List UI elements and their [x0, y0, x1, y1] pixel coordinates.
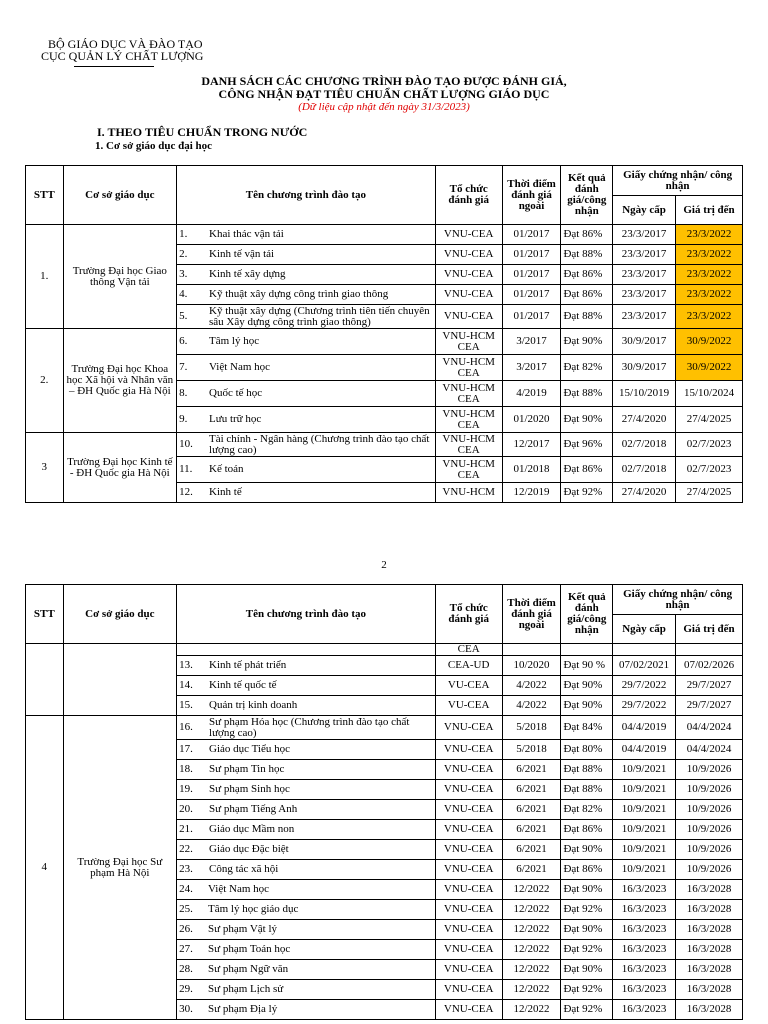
valid-until-cell: 16/3/2028 — [676, 900, 743, 920]
program-name: Quản trị kinh doanh — [207, 696, 435, 716]
table-row — [26, 225, 743, 245]
institution-cell: Trường Đại học Khoa học Xã hội và Nhân văn – ĐH Quốc gia Hà Nội — [63, 329, 177, 433]
eval-time-cell: 12/2017 — [502, 433, 561, 457]
org-cell: VNU-HCM CEA — [435, 329, 502, 355]
institution-cell: Trường Đại học Kinh tế - ĐH Quốc gia Hà Nội — [63, 433, 177, 503]
program-name: Sư phạm Vật lý — [207, 920, 435, 940]
program-name: Sư phạm Tiếng Anh — [207, 800, 435, 820]
valid-until-cell — [676, 644, 743, 656]
result-cell: Đạt 84% — [561, 716, 613, 740]
valid-until-cell: 23/3/2022 — [676, 285, 743, 305]
program-name: Sư phạm Tin học — [207, 760, 435, 780]
row-number: 9. — [177, 407, 207, 433]
row-number: 24. — [177, 880, 207, 900]
row-number: 21. — [177, 820, 207, 840]
valid-until-cell: 29/7/2027 — [676, 696, 743, 716]
org-cell: CEA — [435, 644, 502, 656]
update-note: (Dữ liệu cập nhật đến ngày 31/3/2023) — [298, 101, 470, 113]
eval-time-cell: 6/2021 — [502, 860, 561, 880]
result-cell: Đạt 88% — [561, 780, 613, 800]
valid-until-cell: 29/7/2027 — [676, 676, 743, 696]
page-number: 2 — [381, 559, 387, 571]
col-header-institution: Cơ sở giáo dục — [63, 585, 177, 644]
stt-cell: 2. — [26, 329, 64, 433]
valid-until-cell: 23/3/2022 — [676, 305, 743, 329]
org-cell: VNU-HCM CEA — [435, 355, 502, 381]
programs-table-page2 — [25, 584, 743, 1020]
eval-time-cell: 12/2022 — [502, 900, 561, 920]
program-name: Kỹ thuật xây dựng công trình giao thông — [207, 285, 435, 305]
row-number: 7. — [177, 355, 207, 381]
org-cell: VNU-CEA — [435, 840, 502, 860]
valid-until-cell: 23/3/2022 — [676, 225, 743, 245]
row-number: 30. — [177, 1000, 207, 1020]
department-name: CỤC QUẢN LÝ CHẤT LƯỢNG — [41, 49, 204, 63]
org-cell: VNU-CEA — [435, 920, 502, 940]
issue-date-cell: 02/7/2018 — [613, 433, 676, 457]
org-cell: VNU-CEA — [435, 305, 502, 329]
issue-date-cell: 16/3/2023 — [613, 920, 676, 940]
stt-cell — [26, 644, 64, 716]
org-cell: VNU-CEA — [435, 900, 502, 920]
issue-date-cell: 23/3/2017 — [613, 225, 676, 245]
row-number: 2. — [177, 245, 207, 265]
valid-until-cell: 16/3/2028 — [676, 960, 743, 980]
program-name: Tâm lý học — [207, 329, 435, 355]
valid-until-cell: 10/9/2026 — [676, 860, 743, 880]
row-number: 16. — [177, 716, 207, 740]
valid-until-cell: 10/9/2026 — [676, 840, 743, 860]
eval-time-cell: 01/2017 — [502, 285, 561, 305]
org-cell: VNU-HCM CEA — [435, 457, 502, 483]
issue-date-cell: 23/3/2017 — [613, 285, 676, 305]
eval-time-cell: 01/2017 — [502, 245, 561, 265]
row-number: 22. — [177, 840, 207, 860]
issue-date-cell: 23/3/2017 — [613, 245, 676, 265]
table-row — [26, 329, 743, 355]
row-number: 17. — [177, 740, 207, 760]
valid-until-cell: 27/4/2025 — [676, 483, 743, 503]
result-cell: Đạt 92% — [561, 900, 613, 920]
result-cell: Đạt 88% — [561, 245, 613, 265]
col-header-result: Kết quả đánh giá/công nhận — [561, 585, 613, 644]
org-cell: VNU-HCM CEA — [435, 407, 502, 433]
valid-until-cell: 02/7/2023 — [676, 433, 743, 457]
valid-until-cell: 15/10/2024 — [676, 381, 743, 407]
valid-until-cell: 04/4/2024 — [676, 716, 743, 740]
stt-cell: 4 — [26, 716, 64, 1020]
row-number: 15. — [177, 696, 207, 716]
issue-date-cell — [613, 644, 676, 656]
institution-cell — [63, 644, 177, 716]
stt-cell: 1. — [26, 225, 64, 329]
eval-time-cell: 01/2017 — [502, 265, 561, 285]
row-number: 25. — [177, 900, 207, 920]
valid-until-cell: 30/9/2022 — [676, 355, 743, 381]
eval-time-cell: 01/2017 — [502, 225, 561, 245]
result-cell: Đạt 90% — [561, 840, 613, 860]
col-header-cert: Giấy chứng nhận/ công nhận — [613, 585, 743, 615]
result-cell: Đạt 88% — [561, 305, 613, 329]
row-number: 6. — [177, 329, 207, 355]
eval-time-cell — [502, 644, 561, 656]
result-cell: Đạt 82% — [561, 800, 613, 820]
eval-time-cell: 6/2021 — [502, 760, 561, 780]
issue-date-cell: 10/9/2021 — [613, 840, 676, 860]
program-name: Sư phạm Sinh học — [207, 780, 435, 800]
ministry-name: BỘ GIÁO DỤC VÀ ĐÀO TẠO — [48, 37, 203, 51]
result-cell: Đạt 90 % — [561, 656, 613, 676]
eval-time-cell: 4/2019 — [502, 381, 561, 407]
org-cell: VU-CEA — [435, 696, 502, 716]
result-cell — [561, 644, 613, 656]
program-name: Tâm lý học giáo dục — [207, 900, 435, 920]
valid-until-cell: 16/3/2028 — [676, 1000, 743, 1020]
table-row — [26, 433, 743, 457]
program-name: Giáo dục Đặc biệt — [207, 840, 435, 860]
col-header-valid-until: Giá trị đến — [676, 196, 743, 225]
eval-time-cell: 12/2022 — [502, 1000, 561, 1020]
table-row — [26, 716, 743, 740]
org-cell: VNU-CEA — [435, 880, 502, 900]
eval-time-cell: 4/2022 — [502, 676, 561, 696]
program-name: Giáo dục Mầm non — [207, 820, 435, 840]
program-name: Kinh tế — [207, 483, 435, 503]
valid-until-cell: 16/3/2028 — [676, 980, 743, 1000]
result-cell: Đạt 92% — [561, 483, 613, 503]
stt-cell: 3 — [26, 433, 64, 503]
program-name: Sư phạm Địa lý — [207, 1000, 435, 1020]
valid-until-cell: 16/3/2028 — [676, 880, 743, 900]
valid-until-cell: 16/3/2028 — [676, 920, 743, 940]
issue-date-cell: 10/9/2021 — [613, 800, 676, 820]
org-cell: VNU-CEA — [435, 960, 502, 980]
col-header-valid-until: Giá trị đến — [676, 615, 743, 644]
result-cell: Đạt 86% — [561, 225, 613, 245]
row-number: 10. — [177, 433, 207, 457]
row-number: 3. — [177, 265, 207, 285]
result-cell: Đạt 86% — [561, 860, 613, 880]
result-cell: Đạt 90% — [561, 920, 613, 940]
valid-until-cell: 10/9/2026 — [676, 780, 743, 800]
result-cell: Đạt 90% — [561, 960, 613, 980]
row-number: 11. — [177, 457, 207, 483]
row-number: 5. — [177, 305, 207, 329]
org-cell: VU-CEA — [435, 676, 502, 696]
row-number — [177, 644, 207, 656]
result-cell: Đạt 90% — [561, 407, 613, 433]
row-number: 26. — [177, 920, 207, 940]
col-header-cert: Giấy chứng nhận/ công nhận — [613, 166, 743, 196]
result-cell: Đạt 92% — [561, 940, 613, 960]
eval-time-cell: 6/2021 — [502, 800, 561, 820]
eval-time-cell: 12/2022 — [502, 920, 561, 940]
col-header-institution: Cơ sở giáo dục — [63, 166, 177, 225]
issue-date-cell: 30/9/2017 — [613, 355, 676, 381]
issue-date-cell: 16/3/2023 — [613, 880, 676, 900]
valid-until-cell: 23/3/2022 — [676, 245, 743, 265]
eval-time-cell: 12/2019 — [502, 483, 561, 503]
program-name: Kế toán — [207, 457, 435, 483]
program-name: Kinh tế phát triển — [207, 656, 435, 676]
issue-date-cell: 07/02/2021 — [613, 656, 676, 676]
row-number: 23. — [177, 860, 207, 880]
eval-time-cell: 6/2021 — [502, 780, 561, 800]
program-name: Công tác xã hội — [207, 860, 435, 880]
result-cell: Đạt 88% — [561, 760, 613, 780]
document-title-line1: DANH SÁCH CÁC CHƯƠNG TRÌNH ĐÀO TẠO ĐƯỢC ĐÁNH GIÁ, — [201, 74, 567, 88]
row-number: 29. — [177, 980, 207, 1000]
org-cell: VNU-CEA — [435, 245, 502, 265]
eval-time-cell: 01/2017 — [502, 305, 561, 329]
institution-cell: Trường Đại học Sư phạm Hà Nội — [63, 716, 177, 1020]
program-name: Sư phạm Hóa học (Chương trình đào tạo chất lượng cao) — [207, 716, 435, 740]
col-header-org: Tổ chức đánh giá — [435, 166, 502, 225]
result-cell: Đạt 88% — [561, 381, 613, 407]
row-number: 18. — [177, 760, 207, 780]
issue-date-cell: 29/7/2022 — [613, 676, 676, 696]
eval-time-cell: 4/2022 — [502, 696, 561, 716]
issue-date-cell: 16/3/2023 — [613, 900, 676, 920]
org-cell: VNU-CEA — [435, 760, 502, 780]
eval-time-cell: 12/2022 — [502, 960, 561, 980]
issue-date-cell: 27/4/2020 — [613, 407, 676, 433]
col-header-stt: STT — [26, 585, 64, 644]
program-name: Khai thác vận tải — [207, 225, 435, 245]
eval-time-cell: 10/2020 — [502, 656, 561, 676]
issue-date-cell: 04/4/2019 — [613, 740, 676, 760]
row-number: 4. — [177, 285, 207, 305]
valid-until-cell: 23/3/2022 — [676, 265, 743, 285]
program-name: Kinh tế xây dựng — [207, 265, 435, 285]
org-cell: VNU-CEA — [435, 740, 502, 760]
result-cell: Đạt 90% — [561, 329, 613, 355]
result-cell: Đạt 90% — [561, 696, 613, 716]
valid-until-cell: 30/9/2022 — [676, 329, 743, 355]
row-number: 28. — [177, 960, 207, 980]
program-name: Kỹ thuật xây dựng (Chương trình tiên tiến chuyên sâu Xây dựng công trình giao thông) — [207, 305, 435, 329]
result-cell: Đạt 92% — [561, 1000, 613, 1020]
row-number: 8. — [177, 381, 207, 407]
org-cell: VNU-CEA — [435, 980, 502, 1000]
row-number: 27. — [177, 940, 207, 960]
org-cell: VNU-HCM — [435, 483, 502, 503]
issue-date-cell: 10/9/2021 — [613, 820, 676, 840]
eval-time-cell: 3/2017 — [502, 355, 561, 381]
issue-date-cell: 15/10/2019 — [613, 381, 676, 407]
result-cell: Đạt 82% — [561, 355, 613, 381]
org-cell: VNU-CEA — [435, 1000, 502, 1020]
row-number: 14. — [177, 676, 207, 696]
program-name — [207, 644, 435, 656]
result-cell: Đạt 96% — [561, 433, 613, 457]
eval-time-cell: 12/2022 — [502, 880, 561, 900]
document-title-line2: CÔNG NHẬN ĐẠT TIÊU CHUẨN CHẤT LƯỢNG GIÁO DỤC — [218, 87, 550, 101]
result-cell: Đạt 86% — [561, 457, 613, 483]
program-name: Sư phạm Lịch sử — [207, 980, 435, 1000]
department-underline — [74, 66, 154, 67]
valid-until-cell: 10/9/2026 — [676, 800, 743, 820]
valid-until-cell: 04/4/2024 — [676, 740, 743, 760]
eval-time-cell: 3/2017 — [502, 329, 561, 355]
issue-date-cell: 10/9/2021 — [613, 860, 676, 880]
program-name: Lưu trữ học — [207, 407, 435, 433]
org-cell: CEA-UD — [435, 656, 502, 676]
col-header-issue-date: Ngày cấp — [613, 196, 676, 225]
result-cell: Đạt 92% — [561, 980, 613, 1000]
eval-time-cell: 6/2021 — [502, 840, 561, 860]
valid-until-cell: 10/9/2026 — [676, 820, 743, 840]
issue-date-cell: 10/9/2021 — [613, 760, 676, 780]
org-cell: VNU-CEA — [435, 860, 502, 880]
col-header-eval-time: Thời điểm đánh giá ngoài — [502, 585, 561, 644]
program-name: Việt Nam học — [207, 355, 435, 381]
col-header-org: Tổ chức đánh giá — [435, 585, 502, 644]
org-cell: VNU-HCM CEA — [435, 381, 502, 407]
eval-time-cell: 6/2021 — [502, 820, 561, 840]
valid-until-cell: 27/4/2025 — [676, 407, 743, 433]
program-name: Quốc tế học — [207, 381, 435, 407]
issue-date-cell: 23/3/2017 — [613, 305, 676, 329]
eval-time-cell: 01/2020 — [502, 407, 561, 433]
eval-time-cell: 5/2018 — [502, 740, 561, 760]
col-header-eval-time: Thời điểm đánh giá ngoài — [502, 166, 561, 225]
org-cell: VNU-CEA — [435, 780, 502, 800]
row-number: 1. — [177, 225, 207, 245]
program-name: Sư phạm Ngữ văn — [207, 960, 435, 980]
issue-date-cell: 16/3/2023 — [613, 980, 676, 1000]
issue-date-cell: 16/3/2023 — [613, 940, 676, 960]
valid-until-cell: 07/02/2026 — [676, 656, 743, 676]
org-cell: VNU-CEA — [435, 940, 502, 960]
org-cell: VNU-HCM CEA — [435, 433, 502, 457]
col-header-program: Tên chương trình đào tạo — [177, 166, 436, 225]
org-cell: VNU-CEA — [435, 285, 502, 305]
program-name: Kinh tế quốc tế — [207, 676, 435, 696]
valid-until-cell: 16/3/2028 — [676, 940, 743, 960]
program-name: Sư phạm Toán học — [207, 940, 435, 960]
valid-until-cell: 10/9/2026 — [676, 760, 743, 780]
program-name: Kinh tế vận tải — [207, 245, 435, 265]
issue-date-cell: 02/7/2018 — [613, 457, 676, 483]
row-number: 19. — [177, 780, 207, 800]
eval-time-cell: 12/2022 — [502, 980, 561, 1000]
col-header-result: Kết quả đánh giá/công nhận — [561, 166, 613, 225]
col-header-issue-date: Ngày cấp — [613, 615, 676, 644]
result-cell: Đạt 90% — [561, 676, 613, 696]
valid-until-cell: 02/7/2023 — [676, 457, 743, 483]
issue-date-cell: 10/9/2021 — [613, 780, 676, 800]
result-cell: Đạt 90% — [561, 880, 613, 900]
issue-date-cell: 23/3/2017 — [613, 265, 676, 285]
col-header-stt: STT — [26, 166, 64, 225]
eval-time-cell: 01/2018 — [502, 457, 561, 483]
result-cell: Đạt 86% — [561, 265, 613, 285]
program-name: Giáo dục Tiểu học — [207, 740, 435, 760]
issue-date-cell: 16/3/2023 — [613, 1000, 676, 1020]
col-header-program: Tên chương trình đào tạo — [177, 585, 436, 644]
subsection-heading: 1. Cơ sở giáo dục đại học — [95, 140, 213, 152]
institution-cell: Trường Đại học Giao thông Vận tải — [63, 225, 177, 329]
issue-date-cell: 29/7/2022 — [613, 696, 676, 716]
row-number: 13. — [177, 656, 207, 676]
issue-date-cell: 04/4/2019 — [613, 716, 676, 740]
org-cell: VNU-CEA — [435, 800, 502, 820]
org-cell: VNU-CEA — [435, 820, 502, 840]
org-cell: VNU-CEA — [435, 716, 502, 740]
result-cell: Đạt 86% — [561, 820, 613, 840]
issue-date-cell: 27/4/2020 — [613, 483, 676, 503]
issue-date-cell: 16/3/2023 — [613, 960, 676, 980]
org-cell: VNU-CEA — [435, 265, 502, 285]
programs-table-page1 — [25, 165, 743, 503]
result-cell: Đạt 86% — [561, 285, 613, 305]
section-heading: I. THEO TIÊU CHUẨN TRONG NƯỚC — [97, 125, 308, 139]
row-number: 12. — [177, 483, 207, 503]
program-name: Tài chính - Ngân hàng (Chương trình đào tạo chất lượng cao) — [207, 433, 435, 457]
eval-time-cell: 12/2022 — [502, 940, 561, 960]
issue-date-cell: 30/9/2017 — [613, 329, 676, 355]
result-cell: Đạt 80% — [561, 740, 613, 760]
row-number: 20. — [177, 800, 207, 820]
eval-time-cell: 5/2018 — [502, 716, 561, 740]
program-name: Việt Nam học — [207, 880, 435, 900]
org-cell: VNU-CEA — [435, 225, 502, 245]
